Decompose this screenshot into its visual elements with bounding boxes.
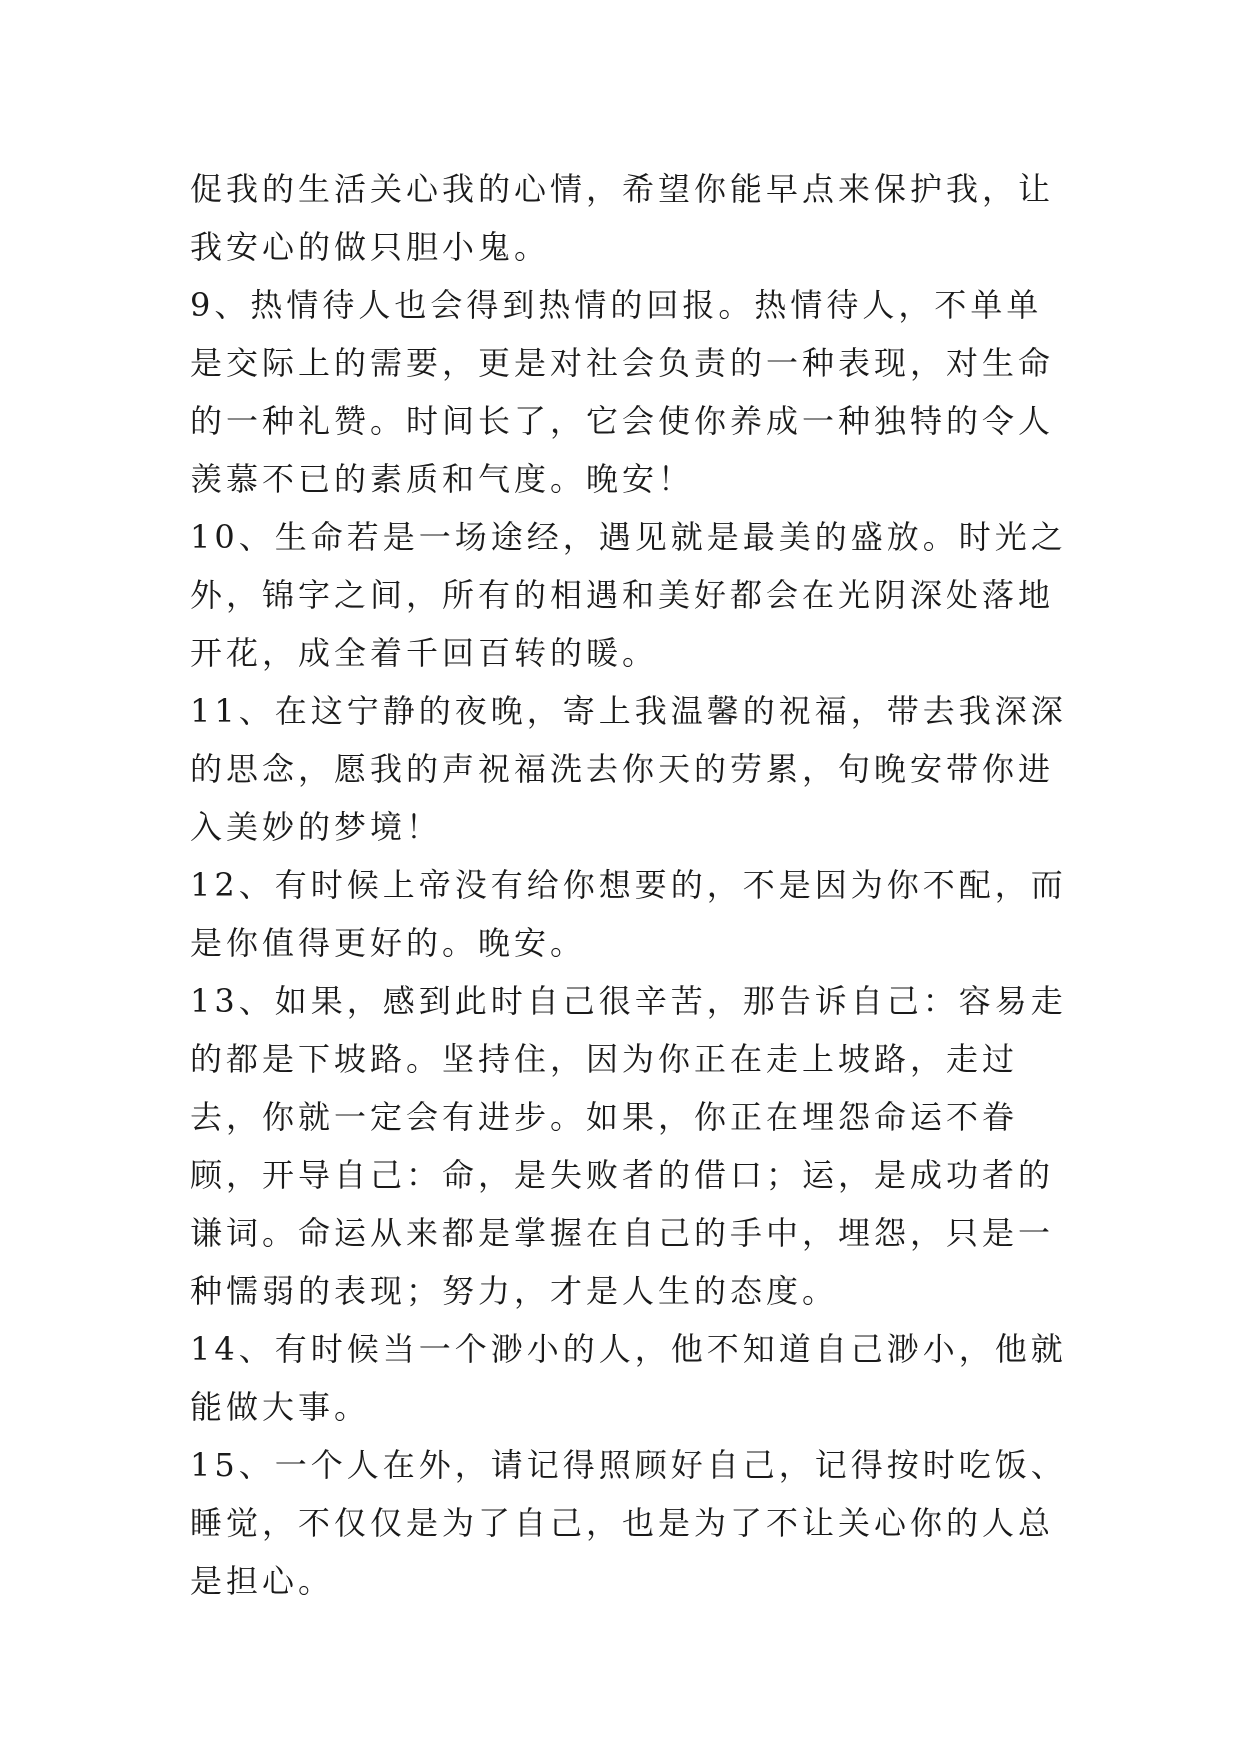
document-body xyxy=(190,160,1070,1610)
paragraph-item-15: 15、一个人在外，请记得照顾好自己，记得按时吃饭、睡觉，不仅仅是为了自己，也是为了不让关心你的人总是担心。 xyxy=(190,1446,1067,1600)
paragraph-item-13: 13、如果，感到此时自己很辛苦，那告诉自己：容易走的都是下坡路。坚持住，因为你正在走上坡路，走过去，你就一定会有进步。如果，你正在埋怨命运不眷顾，开导自己：命，是失败者的借口；运，是成功者的谦词。命运从来都是掌握在自己的手中，埋怨，只是一种懦弱的表现；努力，才是人生的态度。 xyxy=(190,982,1067,1310)
paragraph-item-9: 9、热情待人也会得到热情的回报。热情待人，不单单是交际上的需要，更是对社会负责的一种表现，对生命的一种礼赞。时间长了，它会使你养成一种独特的令人羡慕不已的素质和气度。晚安！ xyxy=(190,286,1055,498)
paragraph-continuation: 促我的生活关心我的心情，希望你能早点来保护我，让我安心的做只胆小鬼。 xyxy=(190,170,1055,266)
paragraph-item-12: 12、有时候上帝没有给你想要的，不是因为你不配，而是你值得更好的。晚安。 xyxy=(190,866,1067,962)
paragraph-item-11: 11、在这宁静的夜晚，寄上我温馨的祝福，带去我深深的思念，愿我的声祝福洗去你天的劳累，句晚安带你进入美妙的梦境！ xyxy=(190,692,1067,846)
paragraph-item-10: 10、生命若是一场途经，遇见就是最美的盛放。时光之外，锦字之间，所有的相遇和美好都会在光阴深处落地开花，成全着千回百转的暖。 xyxy=(190,518,1067,672)
paragraph-item-14: 14、有时候当一个渺小的人，他不知道自己渺小，他就能做大事。 xyxy=(190,1330,1067,1426)
